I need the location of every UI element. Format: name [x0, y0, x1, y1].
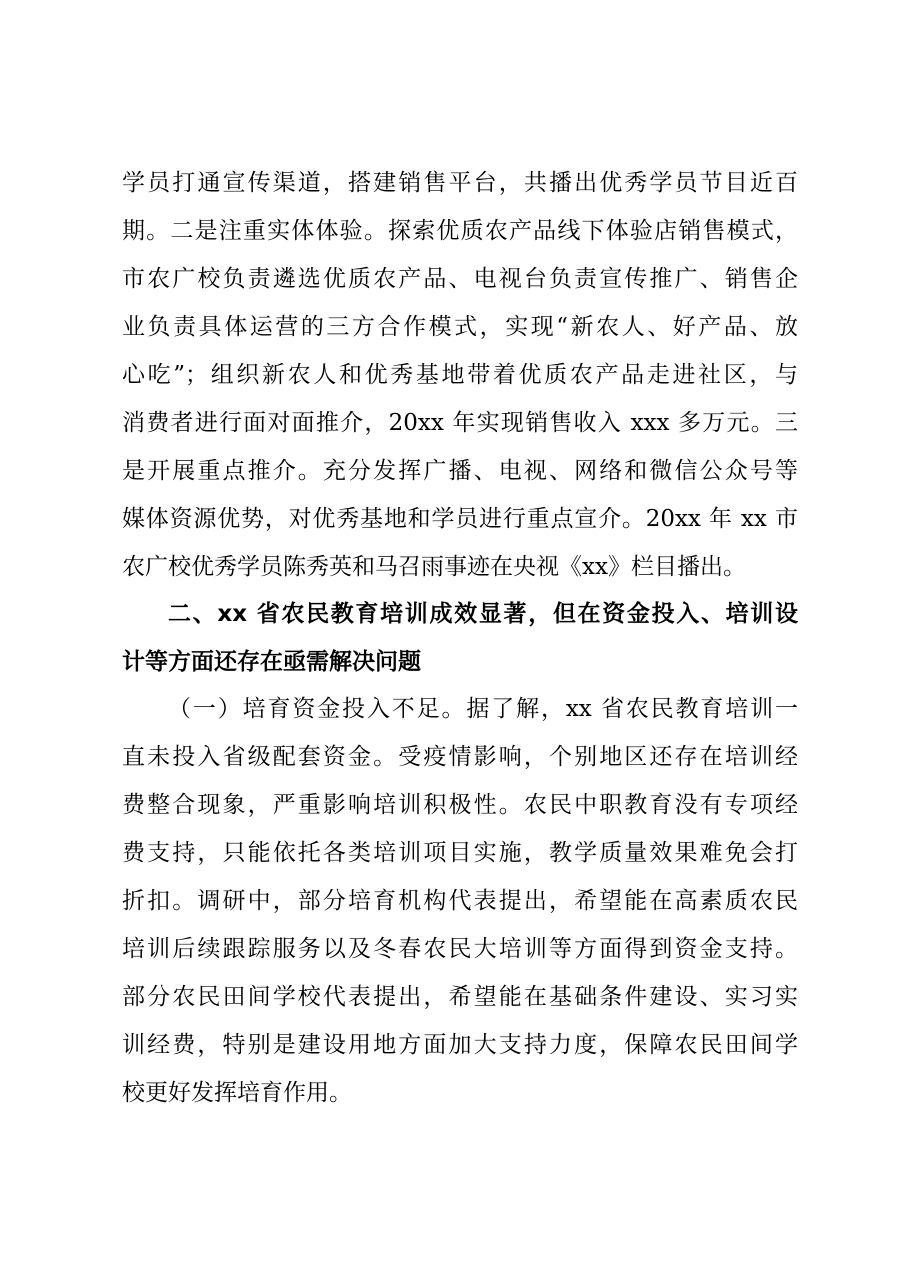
paragraph-line: 是开展重点推介。充分发挥广播、电视、网络和微信公众号等: [122, 458, 798, 484]
paragraph-line: 部分农民田间学校代表提出，希望能在基础条件建设、实习实: [122, 984, 798, 1010]
paragraph-line: 费整合现象，严重影响培训积极性。农民中职教育没有专项经: [122, 792, 798, 818]
paragraph-line: 心吃”；组织新农人和优秀基地带着优质农产品走进社区，与: [122, 362, 798, 388]
section-heading: 计等方面还存在亟需解决问题: [122, 649, 421, 675]
paragraph-line: （一）培育资金投入不足。据了解，xx 省农民教育培训一: [168, 696, 798, 722]
paragraph-line: 直未投入省级配套资金。受疫情影响，个别地区还存在培训经: [122, 744, 798, 770]
paragraph-line: 学员打通宣传渠道，搭建销售平台，共播出优秀学员节目近百: [122, 170, 798, 196]
paragraph-line: 消费者进行面对面推介，20xx 年实现销售收入 xxx 多万元。三: [122, 410, 798, 436]
paragraph-line: 费支持，只能依托各类培训项目实施，教学质量效果难免会打: [122, 840, 798, 866]
paragraph-line: 农广校优秀学员陈秀英和马召雨事迹在央视《xx》栏目播出。: [122, 554, 746, 580]
paragraph-line: 业负责具体运营的三方合作模式，实现“新农人、好产品、放: [122, 314, 798, 340]
paragraph-line: 折扣。调研中，部分培育机构代表提出，希望能在高素质农民: [122, 888, 798, 914]
paragraph-line: 市农广校负责遴选优质农产品、电视台负责宣传推广、销售企: [122, 266, 798, 292]
paragraph-line: 培训后续跟踪服务以及冬春农民大培训等方面得到资金支持。: [122, 936, 798, 962]
paragraph-line: 媒体资源优势，对优秀基地和学员进行重点宣介。20xx 年 xx 市: [122, 506, 798, 532]
paragraph-line: 校更好发挥培育作用。: [122, 1080, 352, 1106]
paragraph-line: 训经费，特别是建设用地方面加大支持力度，保障农民田间学: [122, 1032, 798, 1058]
section-heading: 二、xx 省农民教育培训成效显著，但在资金投入、培训设: [168, 601, 798, 627]
paragraph-line: 期。二是注重实体体验。探索优质农产品线下体验店销售模式，: [122, 218, 798, 244]
